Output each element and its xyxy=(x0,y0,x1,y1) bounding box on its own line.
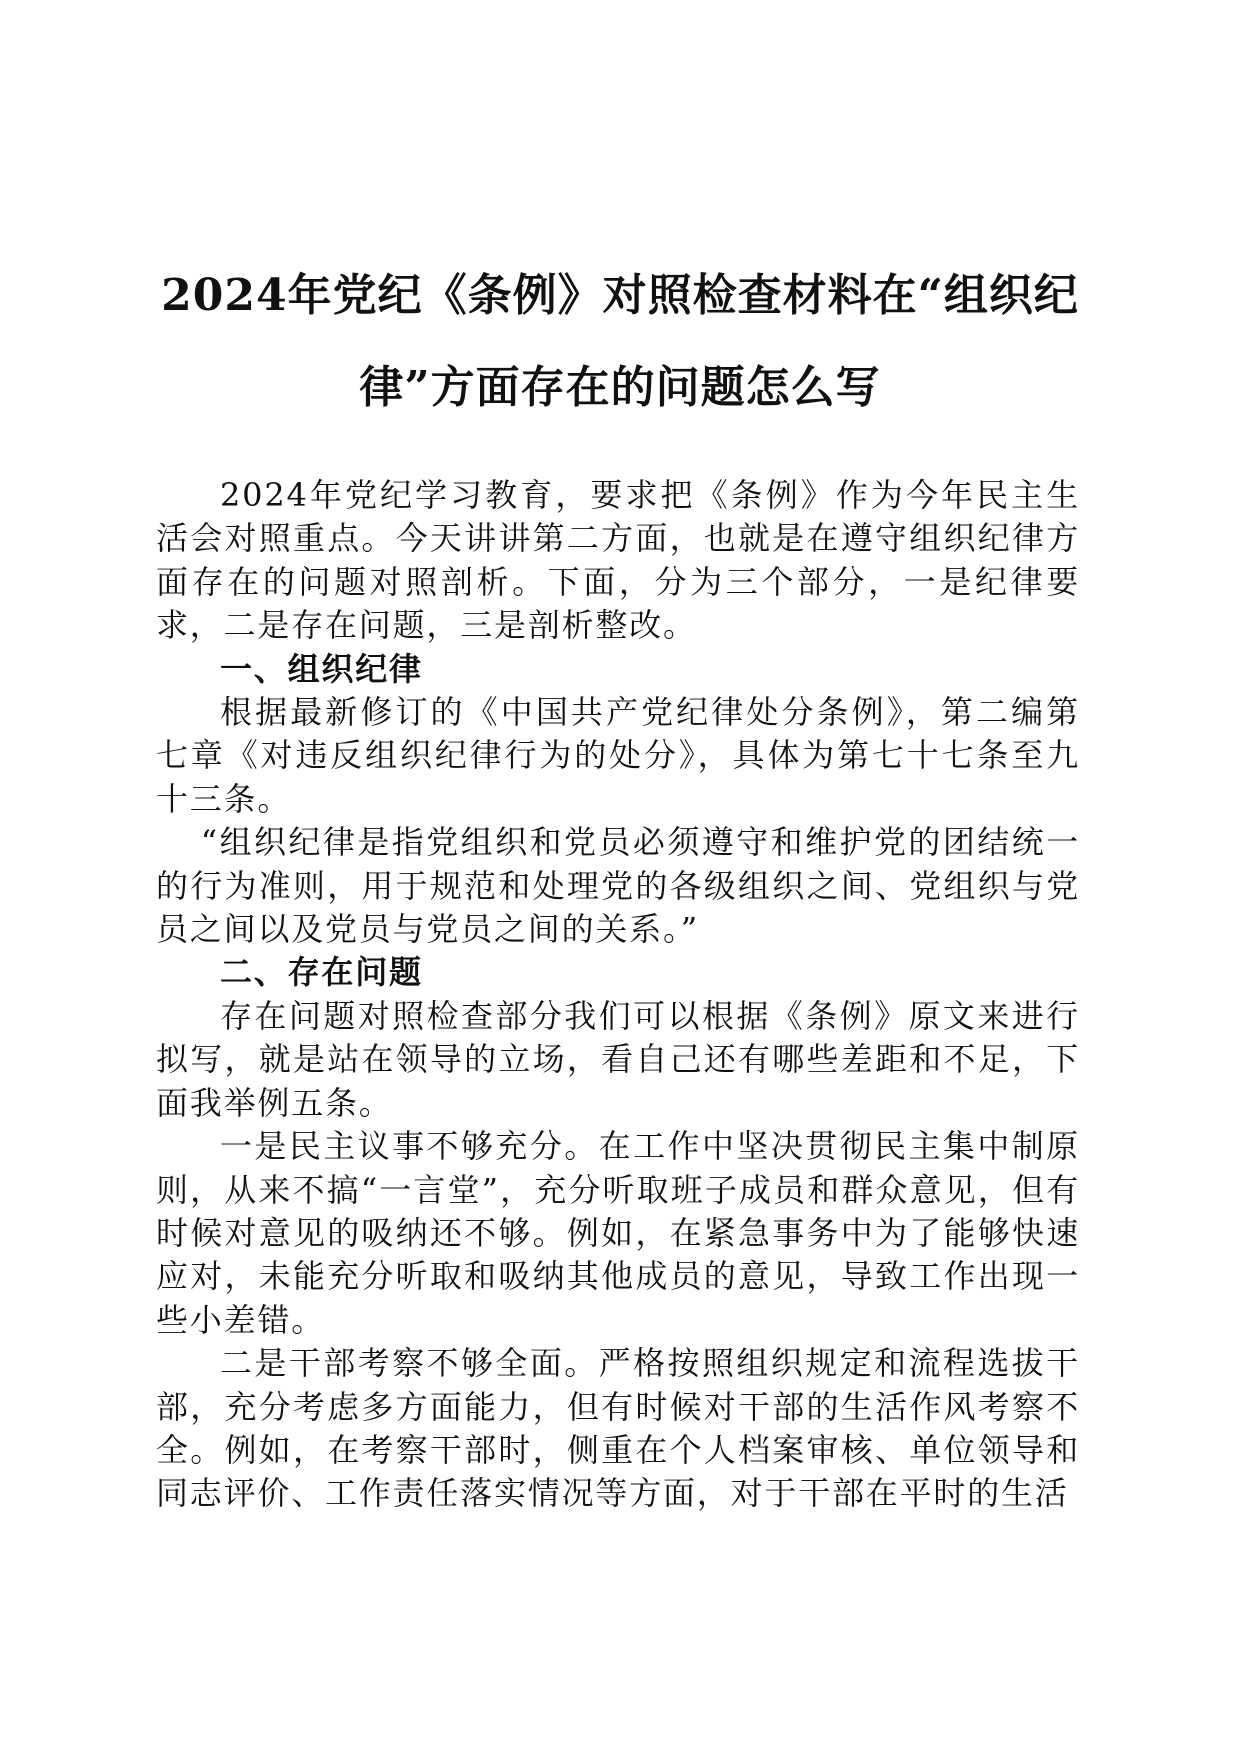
section2-paragraph-1: 存在问题对照检查部分我们可以根据《条例》原文来进行拟写，就是站在领导的立场，看自己还有哪些差距和不足，下面我举例五条。 xyxy=(156,996,1080,1122)
section1-quote-paragraph: “组织纪律是指党组织和党员必须遵守和维护党的团结统一的行为准则，用于规范和处理党的各级组织之间、党组织与党员之间以及党员与党员之间的关系。” xyxy=(156,823,1080,949)
section2-paragraph-2: 一是民主议事不够充分。在工作中坚决贯彻民主集中制原则，从来不搞“一言堂”，充分听取班子成员和群众意见，但有时候对意见的吸纳还不够。例如，在紧急事务中为了能够快速应对，未能充分听取和吸纳其他成员的意见，导致工作出现一些小差错。 xyxy=(156,1127,1080,1339)
section-heading-existing-problems: 二、存在问题 xyxy=(220,953,423,992)
document-body xyxy=(156,474,1080,1516)
document-title: 2024年党纪《条例》对照检查材料在“组织纪律”方面存在的问题怎么写 xyxy=(161,270,1079,413)
section-heading-organization-discipline: 一、组织纪律 xyxy=(220,649,423,688)
section1-paragraph-1: 根据最新修订的《中国共产党纪律处分条例》，第二编第七章《对违反组织纪律行为的处分》，具体为第七十七条至九十三条。 xyxy=(156,693,1080,818)
section2-paragraph-3: 二是干部考察不够全面。严格按照组织规定和流程选拔干部，充分考虑多方面能力，但有时候对干部的生活作风考察不全。例如，在考察干部时，侧重在个人档案审核、单位领导和同志评价、工作责任落实情况等方面，对于干部在平时的生活 xyxy=(156,1344,1080,1513)
intro-paragraph: 2024年党纪学习教育，要求把《条例》作为今年民主生活会对照重点。今天讲讲第二方面，也就是在遵守组织纪律方面存在的问题对照剖析。下面，分为三个部分，一是纪律要求，二是存在问题，三是剖析整改。 xyxy=(156,476,1080,645)
